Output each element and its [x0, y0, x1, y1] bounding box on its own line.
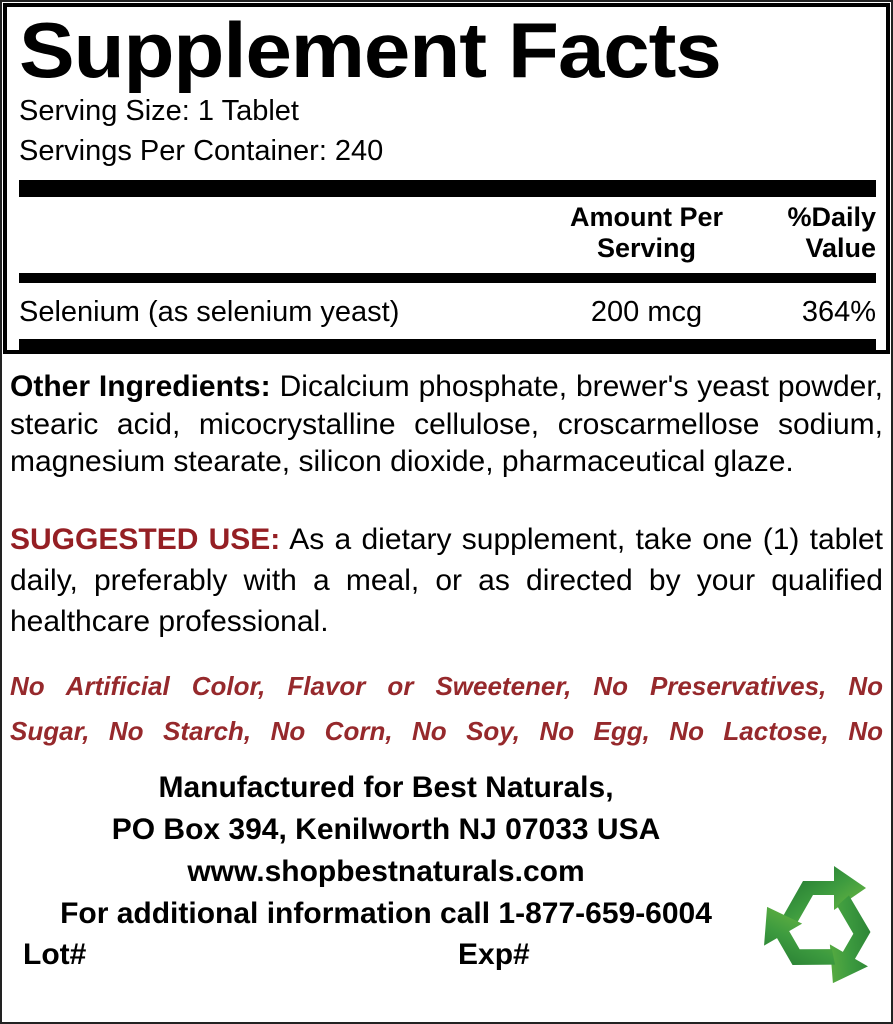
- daily-header-line2: Value: [805, 233, 876, 264]
- manufacturer-line: Manufactured for Best Naturals,: [158, 771, 614, 805]
- daily-header-line1: %Daily: [787, 201, 876, 232]
- divider-thick-top: [19, 180, 876, 197]
- suggested-use: [10, 519, 883, 642]
- manufacturer-block: [10, 767, 762, 935]
- address-line: PO Box 394, Kenilworth NJ 07033 USA: [111, 813, 661, 847]
- column-header-amount-per-serving: [539, 202, 754, 266]
- supplement-facts-panel: [3, 3, 890, 354]
- panel-title: Supplement Facts: [19, 6, 721, 94]
- exp-label: Exp#: [458, 938, 530, 972]
- claims-line-2: Sugar, No Starch, No Corn, No Soy, No Egg, No Lactose, No: [10, 715, 883, 746]
- serving-size: Serving Size: 1 Tablet: [19, 95, 299, 127]
- other-ingredients-label: Other Ingredients:: [10, 370, 271, 403]
- recycle-icon: [750, 844, 893, 1004]
- servings-per-container: Servings Per Container: 240: [19, 135, 384, 168]
- website-line: www.shopbestnaturals.com: [187, 855, 585, 889]
- nutrient-daily-value: 364%: [801, 296, 876, 329]
- claims-line-1: No Artificial Color, Flavor or Sweetener, No Preservatives, No: [10, 670, 883, 701]
- suggested-use-text: As a dietary supplement, take one (1) tablet daily, preferably with a meal, or as directed by your qualified healthcare professional.: [10, 522, 884, 638]
- amount-header-line2: Serving: [596, 233, 697, 264]
- nutrient-amount: 200 mcg: [590, 296, 703, 329]
- other-ingredients: [10, 368, 883, 481]
- suggested-use-label: SUGGESTED USE:: [10, 522, 281, 556]
- divider-medium: [19, 273, 876, 283]
- table-header-row: [19, 202, 876, 266]
- column-header-daily-value: [754, 202, 876, 266]
- table-row: [19, 296, 876, 329]
- lot-label: Lot#: [23, 938, 87, 972]
- amount-header-line1: Amount Per: [569, 201, 723, 232]
- divider-thick-bottom: [19, 339, 876, 354]
- nutrient-name: Selenium (as selenium yeast): [19, 296, 400, 329]
- phone-line: For additional information call 1-877-659-6004: [60, 897, 712, 931]
- claims-statement: [10, 664, 883, 753]
- other-ingredients-text: Dicalcium phosphate, brewer's yeast powder, stearic acid, micocrystalline cellulose, croscarmellose sodium, magnesium stearate, silicon dioxide, pharmaceutical glaze.: [10, 370, 884, 478]
